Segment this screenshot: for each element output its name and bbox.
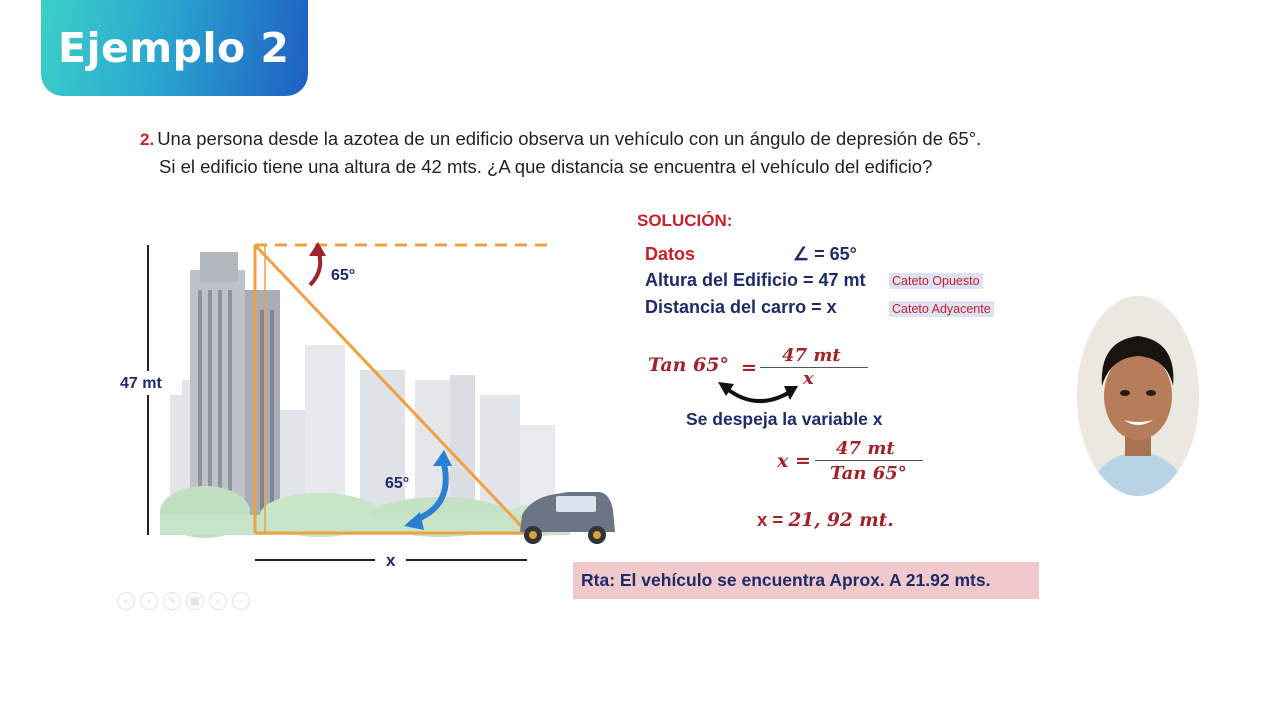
title-badge xyxy=(41,0,308,96)
problem-figure xyxy=(110,230,630,580)
presenter-avatar xyxy=(1077,296,1199,496)
pen-control-icon[interactable]: ✎ xyxy=(163,592,181,610)
despeja-text: Se despeja la variable x xyxy=(686,409,883,429)
datos-label: Datos xyxy=(645,244,696,264)
prev-control-icon[interactable]: ‹ xyxy=(117,592,135,610)
angle-given: ∠ = 65° xyxy=(793,244,857,264)
webcam-overlay xyxy=(1077,296,1199,496)
cateto-opuesto-tag: Cateto Opuesto xyxy=(889,273,983,289)
slide-controls xyxy=(117,592,250,610)
equation1-numerator: 47 mt xyxy=(782,345,841,366)
slides-control-icon[interactable]: ▦ xyxy=(186,592,204,610)
top-angle-label: 65° xyxy=(331,267,356,284)
answer-text: Rta: El vehículo se encuentra Aprox. A 21.92 mts. xyxy=(581,570,991,590)
base-label: x xyxy=(386,551,396,570)
figure-svg xyxy=(110,230,630,580)
next-control-icon[interactable]: › xyxy=(140,592,158,610)
equation2-left: x = xyxy=(777,450,811,472)
problem-line-2: Si el edificio tiene una altura de 42 mts. ¿A que distancia se encuentra el vehículo del edificio? xyxy=(159,156,933,177)
equation1-denominator: x xyxy=(803,368,814,389)
height-label: 47 mt xyxy=(120,375,162,392)
equation2-denominator: Tan 65° xyxy=(830,463,907,484)
result-value: 21, 92 mt. xyxy=(788,510,894,531)
equation2-fraction-bar xyxy=(815,460,923,461)
solution-title: SOLUCIÓN: xyxy=(637,211,733,230)
swap-arrow-icon xyxy=(716,378,800,412)
result-prefix: x = xyxy=(757,509,789,530)
answer-box xyxy=(573,562,1039,599)
distancia-line: Distancia del carro = x xyxy=(645,297,837,317)
equation2-numerator: 47 mt xyxy=(836,438,895,459)
equation1-equals: = xyxy=(741,357,757,379)
equation1-left: Tan 65° xyxy=(648,354,730,376)
problem-number: 2. xyxy=(140,130,155,149)
cateto-adyacente-tag: Cateto Adyacente xyxy=(889,301,994,317)
problem-statement xyxy=(140,125,981,180)
slide-title: Ejemplo 2 xyxy=(58,24,290,72)
equation1-fraction-bar xyxy=(760,367,868,368)
problem-line-1: Una persona desde la azotea de un edificio observa un vehículo con un ángulo de depresión de 65°. xyxy=(157,128,982,149)
more-control-icon[interactable]: ⋯ xyxy=(232,592,250,610)
result-line xyxy=(757,509,894,531)
bottom-angle-label: 65° xyxy=(385,475,410,492)
zoom-control-icon[interactable]: ⌕ xyxy=(209,592,227,610)
altura-line: Altura del Edificio = 47 mt xyxy=(645,270,866,290)
